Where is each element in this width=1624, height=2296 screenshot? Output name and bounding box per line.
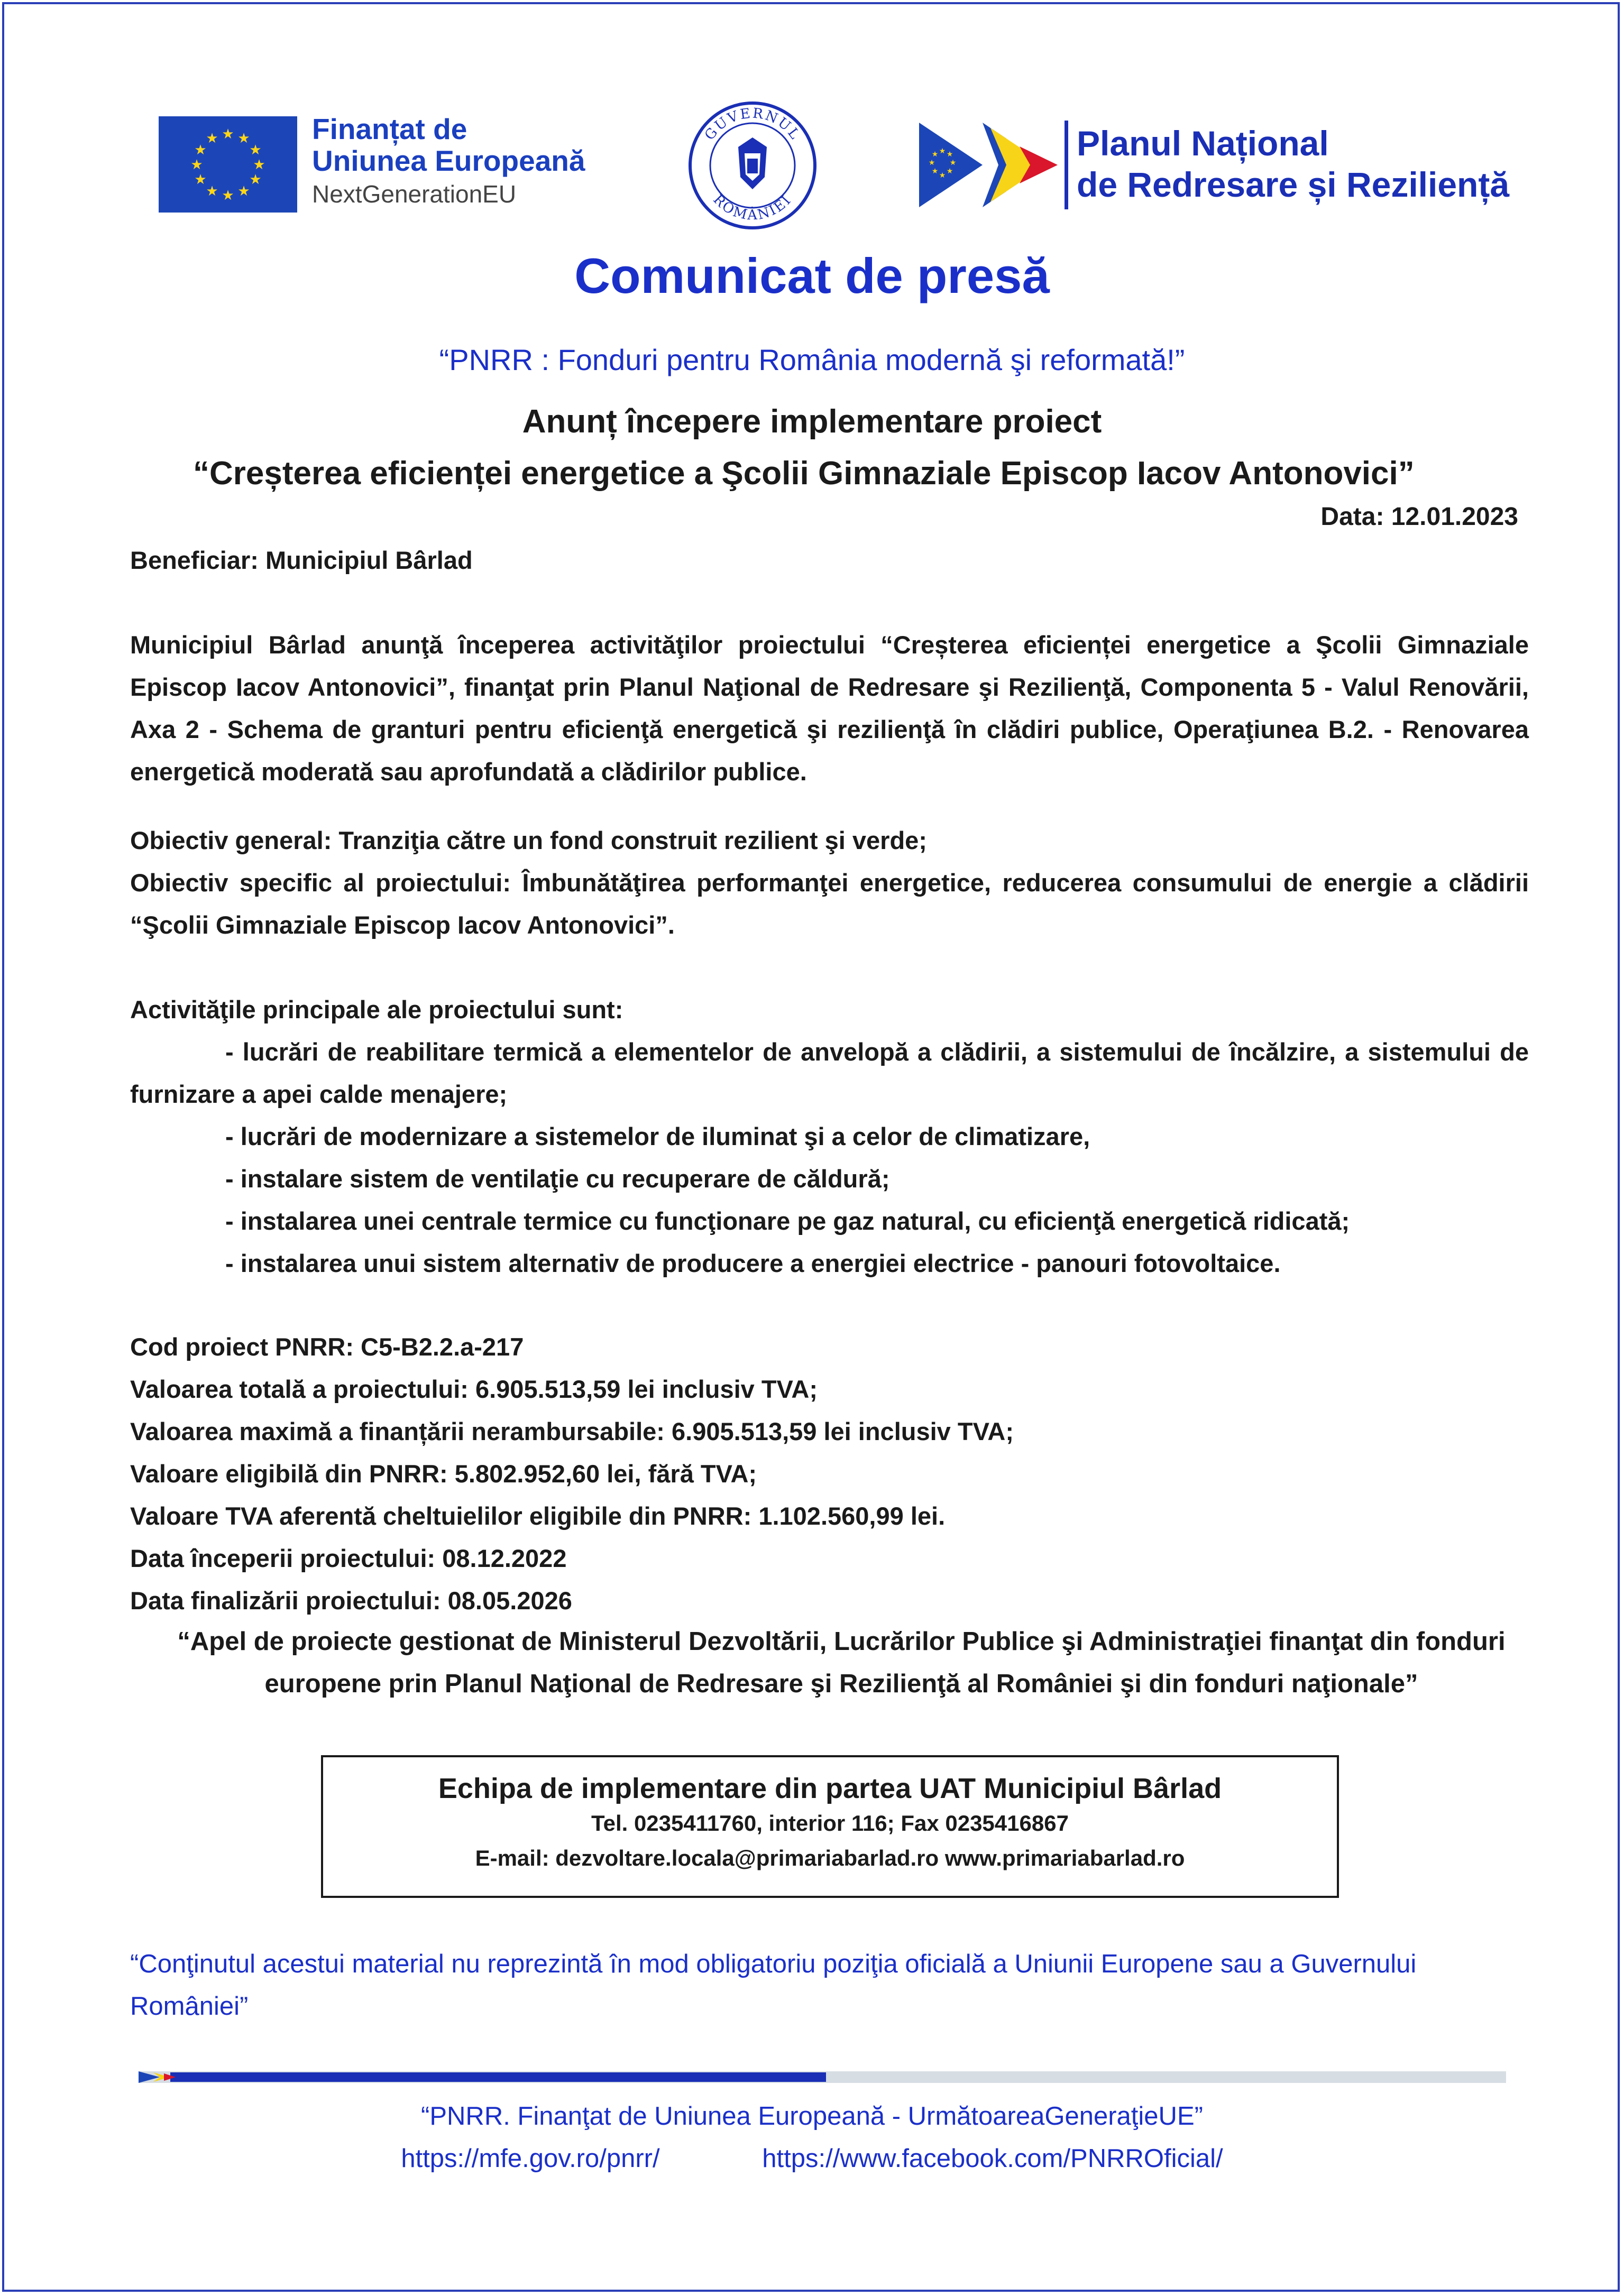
svg-text:★: ★ [928, 159, 935, 167]
seal-text-top: GUVERNUL [701, 105, 804, 143]
project-code: Cod proiect PNRR: C5-B2.2.a-217 [130, 1333, 524, 1361]
contact-box [321, 1755, 1339, 1898]
objective-general: Obiectiv general: Tranziţia către un fond construit rezilient şi verde; [130, 826, 927, 854]
call-quote: “Apel de proiecte gestionat de Ministerul Dezvoltării, Lucrărilor Publice şi Administraţiei finanţat din fonduri europene prin Planul Naţional de Redresare şi Rezilienţă al României şi din fonduri naţionale” [177, 1627, 1506, 1698]
svg-text:★: ★ [253, 157, 265, 173]
pnrr-logo-text [1077, 123, 1509, 205]
activity-item: - lucrări de reabilitare termică a elementelor de anvelopă a clădirii, a sistemului de încălzire, a sistemului de furnizare a apei calde menajere; [130, 1038, 1529, 1108]
svg-text:★: ★ [949, 159, 957, 167]
svg-text:★: ★ [237, 183, 250, 199]
footer-bar-icon [139, 2071, 1506, 2083]
svg-text:★: ★ [237, 131, 250, 146]
objective-specific: Obiectiv specific al proiectului: Îmbunătăţirea performanţei energetice, reducerea consumului de energie a clădirii “Şcolii Gimnaziale Episcop Iacov Antonovici”. [130, 869, 1529, 939]
activity-item: - instalarea unui sistem alternativ de producere a energiei electrice - panouri fotovoltaice. [225, 1249, 1281, 1277]
contact-phone: Tel. 0235411760, interior 116; Fax 0235416867 [591, 1811, 1069, 1836]
max-funding: Valoarea maximă a finanțării nerambursabile: 6.905.513,59 lei inclusiv TVA; [130, 1417, 1014, 1445]
beneficiary: Beneficiar: Municipiul Bârlad [130, 546, 473, 574]
seal-text-bottom: ROMÂNIEI [710, 191, 795, 224]
eu-line-2: Uniunea Europeană [312, 144, 585, 177]
svg-text:★: ★ [931, 167, 939, 176]
footer-links [0, 2144, 1624, 2173]
end-date: Data finalizării proiectului: 08.05.2026 [130, 1587, 572, 1615]
svg-text:★: ★ [222, 126, 234, 142]
eligible-value: Valoare eligibilă din PNRR: 5.802.952,60 lei, fără TVA; [130, 1460, 757, 1488]
svg-text:★: ★ [946, 150, 953, 159]
svg-text:★: ★ [931, 150, 939, 159]
pnrr-line-1: Planul Național [1077, 124, 1329, 163]
mfe-link[interactable]: https://mfe.gov.ro/pnrr/ [401, 2144, 660, 2173]
svg-text:★: ★ [939, 171, 946, 180]
svg-text:★: ★ [939, 147, 946, 155]
slogan: “PNRR : Fonduri pentru România modernă şi reformată!” [439, 343, 1185, 376]
svg-text:★: ★ [194, 172, 207, 188]
contact-email: E-mail: dezvoltare.locala@primariabarlad.ro www.primariabarlad.ro [475, 1846, 1185, 1870]
facebook-link[interactable]: https://www.facebook.com/PNRROficial/ [762, 2144, 1223, 2173]
pnrr-line-2: de Redresare și Reziliență [1077, 165, 1510, 204]
svg-text:★: ★ [190, 157, 203, 173]
svg-text:★: ★ [222, 188, 234, 204]
contact-heading: Echipa de implementare din partea UAT Municipiul Bârlad [438, 1773, 1222, 1804]
vat-value: Valoare TVA aferentă cheltuielilor eligibile din PNRR: 1.102.560,99 lei. [130, 1502, 946, 1530]
activity-item: - instalare sistem de ventilaţie cu recuperare de căldură; [225, 1165, 890, 1193]
start-date: Data începerii proiectului: 08.12.2022 [130, 1544, 567, 1572]
activity-item: - lucrări de modernizare a sistemelor de iluminat şi a celor de climatizare, [225, 1122, 1090, 1150]
footer-quote: “PNRR. Finanţat de Uniunea Europeană - UrmătoareaGeneraţieUE” [421, 2102, 1203, 2131]
eu-line-1: Finanțat de [312, 113, 467, 145]
disclaimer: “Conţinutul acestui material nu reprezintă în mod obligatoriu poziţia oficială a Uniunii Europene sau a Guvernului României” [130, 1950, 1417, 2021]
page-title: Comunicat de presă [574, 248, 1050, 303]
activities-heading: Activităţile principale ale proiectului sunt: [130, 995, 623, 1023]
eu-funding-logo-text [312, 113, 585, 211]
intro-paragraph: Municipiul Bârlad anunţă începerea activităţilor proiectului “Creșterea eficienței energetice a Şcolii Gimnaziale Episcop Iacov Antonovici”, finanţat prin Planul Naţional de Redresare şi Rezilienţă, Componenta 5 - Valul Renovării, Axa 2 - Schema de granturi pentru eficienţă energetică şi rezilienţă în clădiri publice, Operaţiunea B.2. - Renovarea energetică moderată sau aprofundată a clădirilor publice. [130, 631, 1529, 786]
svg-text:★: ★ [249, 142, 262, 158]
svg-text:★: ★ [946, 167, 953, 176]
svg-text:★: ★ [206, 131, 218, 146]
eu-line-3: NextGenerationEU [312, 180, 517, 208]
svg-text:★: ★ [249, 172, 262, 188]
total-value: Valoarea totală a proiectului: 6.905.513,59 lei inclusiv TVA; [130, 1375, 818, 1403]
announce-heading: Anunț începere implementare proiect [522, 403, 1102, 440]
svg-text:★: ★ [194, 142, 207, 158]
government-seal-icon [687, 100, 818, 230]
svg-text:★: ★ [206, 183, 218, 199]
announcement-date: Data: 12.01.2023 [1320, 503, 1518, 531]
project-title: “Creșterea eficienței energetice a Şcolii Gimnaziale Episcop Iacov Antonovici” [193, 455, 1415, 492]
activity-item: - instalarea unei centrale termice cu funcţionare pe gaz natural, cu eficienţă energetică ridicată; [225, 1207, 1350, 1235]
eu-flag-icon [159, 116, 297, 213]
pnrr-logo-icon [919, 123, 1062, 207]
pnrr-divider [1065, 121, 1068, 209]
